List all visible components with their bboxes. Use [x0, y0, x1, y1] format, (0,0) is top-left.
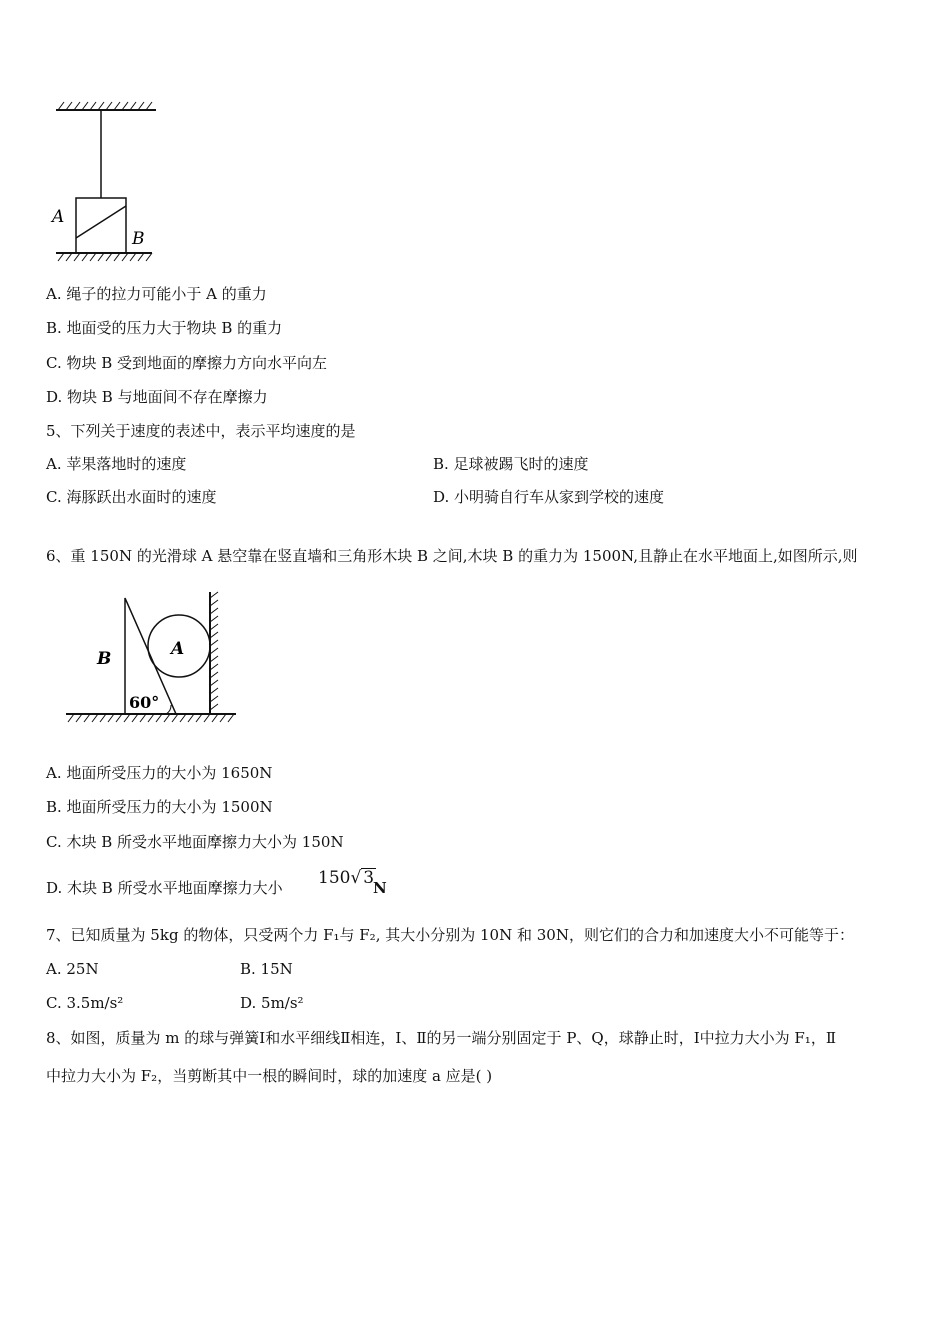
q5-option-b: B. 足球被踢飞时的速度	[433, 455, 589, 473]
figure-ball-wedge	[62, 588, 242, 728]
formula-coefficient: 150	[318, 868, 351, 888]
figure1-label-a: A	[52, 207, 65, 227]
q7-stem: 7、已知质量为 5kg 的物体，只受两个力 F₁与 F₂, 其大小分别为 10N 和 30N，则它们的合力和加速度大小不可能等于：	[46, 926, 854, 944]
q8-stem-line2: 中拉力大小为 F₂，当剪断其中一根的瞬间时，球的加速度 a 应是( )	[46, 1067, 493, 1085]
q7-option-d: D. 5m/s²	[240, 994, 304, 1012]
q8-stem-line1: 8、如图，质量为 m 的球与弹簧Ⅰ和水平细线Ⅱ相连，Ⅰ、Ⅱ的另一端分别固定于 P、Q，球静止时，Ⅰ中拉力大小为 F₁，Ⅱ	[46, 1029, 837, 1047]
q6-option-a: A. 地面所受压力的大小为 1650N	[46, 764, 273, 782]
q5-option-c: C. 海豚跃出水面时的速度	[46, 488, 217, 506]
figure2-angle-label: 60°	[129, 693, 160, 712]
figure2-label-a: A	[171, 639, 185, 659]
q5-stem: 5、下列关于速度的表述中，表示平均速度的是	[46, 422, 356, 440]
q6-option-d-formula	[318, 868, 376, 888]
q6-option-c: C. 木块 B 所受水平地面摩擦力大小为 150N	[46, 833, 344, 851]
q4-option-a: A. 绳子的拉力可能小于 A 的重力	[46, 285, 267, 303]
q7-option-b: B. 15N	[240, 960, 293, 978]
q6-stem: 6、重 150N 的光滑球 A 悬空靠在竖直墙和三角形木块 B 之间,木块 B 的重力为 1500N,且静止在水平地面上,如图所示,则	[46, 547, 858, 565]
q7-option-c: C. 3.5m/s²	[46, 994, 124, 1012]
q4-option-b: B. 地面受的压力大于物块 B 的重力	[46, 319, 283, 337]
figure1-label-b: B	[132, 229, 145, 249]
sqrt-symbol: √	[350, 868, 362, 888]
formula-radicand: 3	[363, 868, 375, 888]
figure2-label-b: B	[97, 649, 112, 669]
q6-option-b: B. 地面所受压力的大小为 1500N	[46, 798, 273, 816]
q5-option-a: A. 苹果落地时的速度	[46, 455, 187, 473]
q6-option-d-unit: N	[373, 879, 387, 897]
q5-option-d: D. 小明骑自行车从家到学校的速度	[433, 488, 665, 506]
q4-option-d: D. 物块 B 与地面间不存在摩擦力	[46, 388, 268, 406]
q7-option-a: A. 25N	[46, 960, 99, 978]
q6-option-d: D. 木块 B 所受水平地面摩擦力大小	[46, 879, 283, 897]
q4-option-c: C. 物块 B 受到地面的摩擦力方向水平向左	[46, 354, 328, 372]
figure-hanging-blocks	[46, 98, 166, 266]
